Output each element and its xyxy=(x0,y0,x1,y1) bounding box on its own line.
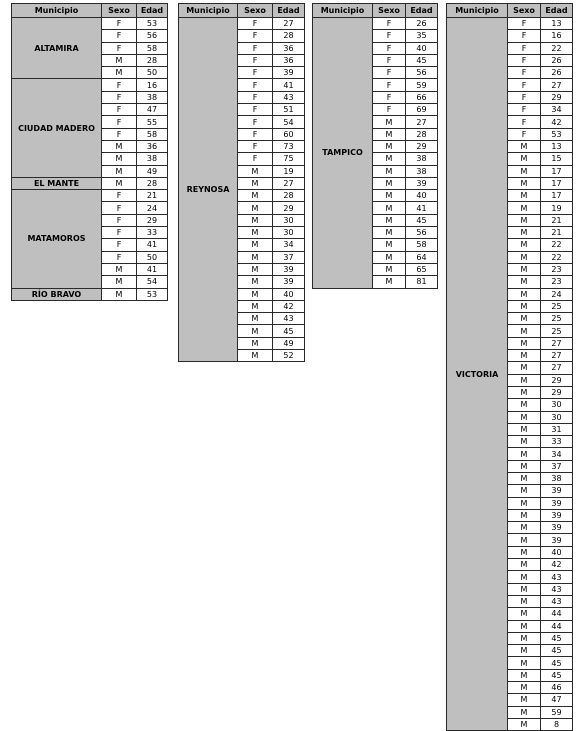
municipio-cell: CIUDAD MADERO xyxy=(12,79,102,177)
sexo-cell: F xyxy=(102,91,137,103)
sexo-cell: M xyxy=(238,190,273,202)
sexo-cell: M xyxy=(508,263,541,275)
edad-cell: 26 xyxy=(541,67,573,79)
table-row xyxy=(447,18,573,30)
sexo-cell: M xyxy=(508,239,541,251)
sexo-cell: M xyxy=(238,239,273,251)
sexo-cell: M xyxy=(238,202,273,214)
edad-cell: 46 xyxy=(541,682,573,694)
table-row xyxy=(12,177,168,189)
sexo-cell: M xyxy=(102,165,137,177)
sexo-cell: M xyxy=(102,288,137,300)
edad-cell: 41 xyxy=(406,202,438,214)
sexo-cell: M xyxy=(238,288,273,300)
sexo-cell: M xyxy=(508,657,541,669)
edad-cell: 28 xyxy=(273,30,305,42)
edad-cell: 29 xyxy=(273,202,305,214)
edad-cell: 42 xyxy=(541,116,573,128)
edad-cell: 27 xyxy=(541,362,573,374)
sexo-cell: M xyxy=(238,263,273,275)
sexo-cell: F xyxy=(373,104,406,116)
sexo-cell: F xyxy=(238,42,273,54)
sexo-cell: M xyxy=(508,571,541,583)
edad-cell: 45 xyxy=(541,657,573,669)
sexo-cell: M xyxy=(238,350,273,362)
data-table-4 xyxy=(446,3,573,731)
sexo-cell: F xyxy=(102,104,137,116)
edad-cell: 56 xyxy=(137,30,168,42)
sexo-cell: F xyxy=(508,91,541,103)
edad-cell: 60 xyxy=(273,128,305,140)
sexo-cell: M xyxy=(238,177,273,189)
sexo-cell: M xyxy=(238,214,273,226)
sexo-cell: M xyxy=(102,67,137,79)
sexo-cell: M xyxy=(373,140,406,152)
edad-cell: 33 xyxy=(541,436,573,448)
edad-cell: 43 xyxy=(273,313,305,325)
sexo-cell: M xyxy=(373,227,406,239)
sexo-cell: M xyxy=(508,153,541,165)
table-row xyxy=(12,79,168,91)
edad-cell: 53 xyxy=(137,18,168,30)
edad-cell: 16 xyxy=(137,79,168,91)
header-sexo: Sexo xyxy=(373,4,406,18)
edad-cell: 39 xyxy=(406,177,438,189)
sexo-cell: F xyxy=(102,190,137,202)
sexo-cell: F xyxy=(238,116,273,128)
edad-cell: 44 xyxy=(541,620,573,632)
edad-cell: 54 xyxy=(273,116,305,128)
sexo-cell: M xyxy=(508,632,541,644)
sexo-cell: M xyxy=(373,153,406,165)
table-row xyxy=(313,18,438,30)
header-sexo: Sexo xyxy=(238,4,273,18)
edad-cell: 64 xyxy=(406,251,438,263)
edad-cell: 43 xyxy=(273,91,305,103)
edad-cell: 28 xyxy=(137,177,168,189)
sexo-cell: F xyxy=(238,54,273,66)
edad-cell: 13 xyxy=(541,140,573,152)
edad-cell: 39 xyxy=(541,497,573,509)
edad-cell: 22 xyxy=(541,239,573,251)
edad-cell: 27 xyxy=(541,350,573,362)
sexo-cell: F xyxy=(102,42,137,54)
sexo-cell: M xyxy=(508,669,541,681)
sexo-cell: F xyxy=(373,54,406,66)
header-edad: Edad xyxy=(541,4,573,18)
sexo-cell: M xyxy=(508,423,541,435)
sexo-cell: M xyxy=(238,337,273,349)
municipio-cell: EL MANTE xyxy=(12,177,102,189)
edad-cell: 27 xyxy=(406,116,438,128)
sexo-cell: M xyxy=(508,497,541,509)
edad-cell: 29 xyxy=(406,140,438,152)
municipio-cell: RÍO BRAVO xyxy=(12,288,102,300)
sexo-cell: F xyxy=(508,42,541,54)
sexo-cell: M xyxy=(238,300,273,312)
data-table-3 xyxy=(312,3,438,289)
edad-cell: 49 xyxy=(273,337,305,349)
sexo-cell: M xyxy=(508,436,541,448)
sexo-cell: M xyxy=(508,350,541,362)
sexo-cell: M xyxy=(508,509,541,521)
edad-cell: 65 xyxy=(406,263,438,275)
sexo-cell: M xyxy=(508,276,541,288)
edad-cell: 28 xyxy=(406,128,438,140)
edad-cell: 58 xyxy=(137,42,168,54)
edad-cell: 31 xyxy=(541,423,573,435)
data-table-1 xyxy=(11,3,168,301)
sexo-cell: F xyxy=(508,79,541,91)
sexo-cell: M xyxy=(508,313,541,325)
sexo-cell: M xyxy=(508,583,541,595)
sexo-cell: F xyxy=(102,30,137,42)
table-body xyxy=(12,18,168,301)
edad-cell: 41 xyxy=(137,239,168,251)
sexo-cell: M xyxy=(508,694,541,706)
edad-cell: 25 xyxy=(541,325,573,337)
edad-cell: 29 xyxy=(541,374,573,386)
sexo-cell: M xyxy=(102,153,137,165)
edad-cell: 66 xyxy=(406,91,438,103)
sexo-cell: F xyxy=(238,104,273,116)
sexo-cell: M xyxy=(373,116,406,128)
edad-cell: 52 xyxy=(273,350,305,362)
sexo-cell: M xyxy=(508,362,541,374)
edad-cell: 56 xyxy=(406,67,438,79)
sexo-cell: M xyxy=(508,411,541,423)
header-edad: Edad xyxy=(137,4,168,18)
sexo-cell: M xyxy=(102,276,137,288)
sexo-cell: M xyxy=(373,239,406,251)
edad-cell: 50 xyxy=(137,67,168,79)
header-edad: Edad xyxy=(406,4,438,18)
sexo-cell: M xyxy=(508,227,541,239)
edad-cell: 23 xyxy=(541,263,573,275)
edad-cell: 17 xyxy=(541,190,573,202)
edad-cell: 25 xyxy=(541,313,573,325)
sexo-cell: F xyxy=(238,79,273,91)
edad-cell: 16 xyxy=(541,30,573,42)
edad-cell: 21 xyxy=(541,227,573,239)
edad-cell: 13 xyxy=(541,18,573,30)
edad-cell: 43 xyxy=(541,571,573,583)
sexo-cell: M xyxy=(508,485,541,497)
sexo-cell: M xyxy=(508,460,541,472)
edad-cell: 47 xyxy=(137,104,168,116)
edad-cell: 21 xyxy=(137,190,168,202)
sexo-cell: M xyxy=(373,202,406,214)
edad-cell: 58 xyxy=(137,128,168,140)
header-sexo: Sexo xyxy=(508,4,541,18)
edad-cell: 27 xyxy=(541,79,573,91)
sexo-cell: M xyxy=(102,263,137,275)
edad-cell: 45 xyxy=(406,54,438,66)
edad-cell: 37 xyxy=(541,460,573,472)
edad-cell: 45 xyxy=(406,214,438,226)
edad-cell: 45 xyxy=(541,632,573,644)
edad-cell: 55 xyxy=(137,116,168,128)
edad-cell: 38 xyxy=(406,165,438,177)
sexo-cell: M xyxy=(373,276,406,288)
edad-cell: 40 xyxy=(273,288,305,300)
edad-cell: 15 xyxy=(541,153,573,165)
sexo-cell: M xyxy=(508,620,541,632)
sexo-cell: F xyxy=(238,91,273,103)
sexo-cell: M xyxy=(508,522,541,534)
edad-cell: 39 xyxy=(541,534,573,546)
sexo-cell: M xyxy=(373,190,406,202)
sexo-cell: M xyxy=(373,165,406,177)
edad-cell: 25 xyxy=(541,300,573,312)
edad-cell: 26 xyxy=(406,18,438,30)
sexo-cell: F xyxy=(102,128,137,140)
edad-cell: 51 xyxy=(273,104,305,116)
table-row xyxy=(179,18,305,30)
edad-cell: 28 xyxy=(137,54,168,66)
edad-cell: 39 xyxy=(541,522,573,534)
sexo-cell: F xyxy=(508,67,541,79)
edad-cell: 53 xyxy=(137,288,168,300)
sexo-cell: M xyxy=(102,177,137,189)
edad-cell: 19 xyxy=(273,165,305,177)
edad-cell: 35 xyxy=(406,30,438,42)
sexo-cell: F xyxy=(373,67,406,79)
sexo-cell: M xyxy=(508,300,541,312)
table-body xyxy=(179,18,305,362)
edad-cell: 41 xyxy=(137,263,168,275)
sexo-cell: M xyxy=(508,190,541,202)
sexo-cell: M xyxy=(508,595,541,607)
sexo-cell: F xyxy=(508,18,541,30)
edad-cell: 40 xyxy=(406,42,438,54)
edad-cell: 49 xyxy=(137,165,168,177)
sexo-cell: M xyxy=(373,177,406,189)
edad-cell: 8 xyxy=(541,718,573,730)
edad-cell: 45 xyxy=(273,325,305,337)
sexo-cell: M xyxy=(508,559,541,571)
edad-cell: 36 xyxy=(273,42,305,54)
edad-cell: 34 xyxy=(273,239,305,251)
edad-cell: 29 xyxy=(137,214,168,226)
edad-cell: 54 xyxy=(137,276,168,288)
edad-cell: 45 xyxy=(541,645,573,657)
header-sexo: Sexo xyxy=(102,4,137,18)
sexo-cell: F xyxy=(373,79,406,91)
edad-cell: 69 xyxy=(406,104,438,116)
sexo-cell: F xyxy=(102,214,137,226)
header-municipio: Municipio xyxy=(313,4,373,18)
sexo-cell: F xyxy=(238,128,273,140)
sexo-cell: M xyxy=(508,251,541,263)
sexo-cell: F xyxy=(508,116,541,128)
sexo-cell: M xyxy=(508,448,541,460)
edad-cell: 27 xyxy=(273,177,305,189)
edad-cell: 81 xyxy=(406,276,438,288)
header-municipio: Municipio xyxy=(179,4,238,18)
sexo-cell: M xyxy=(373,214,406,226)
sexo-cell: M xyxy=(373,263,406,275)
edad-cell: 44 xyxy=(541,608,573,620)
edad-cell: 37 xyxy=(273,251,305,263)
sexo-cell: F xyxy=(102,116,137,128)
sexo-cell: F xyxy=(373,30,406,42)
header-municipio: Municipio xyxy=(447,4,508,18)
edad-cell: 43 xyxy=(541,583,573,595)
data-table-2 xyxy=(178,3,305,362)
edad-cell: 59 xyxy=(541,706,573,718)
edad-cell: 19 xyxy=(541,202,573,214)
sexo-cell: M xyxy=(238,165,273,177)
edad-cell: 38 xyxy=(541,472,573,484)
sexo-cell: F xyxy=(508,104,541,116)
sexo-cell: F xyxy=(373,42,406,54)
sexo-cell: M xyxy=(508,165,541,177)
edad-cell: 33 xyxy=(137,227,168,239)
edad-cell: 30 xyxy=(273,214,305,226)
sexo-cell: M xyxy=(508,546,541,558)
edad-cell: 30 xyxy=(273,227,305,239)
sexo-cell: F xyxy=(238,153,273,165)
sexo-cell: F xyxy=(238,30,273,42)
sexo-cell: F xyxy=(508,54,541,66)
edad-cell: 40 xyxy=(406,190,438,202)
edad-cell: 28 xyxy=(273,190,305,202)
sexo-cell: F xyxy=(102,202,137,214)
edad-cell: 39 xyxy=(541,509,573,521)
sexo-cell: M xyxy=(373,128,406,140)
edad-cell: 42 xyxy=(273,300,305,312)
edad-cell: 34 xyxy=(541,104,573,116)
municipio-cell: ALTAMIRA xyxy=(12,18,102,79)
sexo-cell: F xyxy=(508,30,541,42)
edad-cell: 73 xyxy=(273,140,305,152)
municipio-cell: VICTORIA xyxy=(447,18,508,731)
sexo-cell: M xyxy=(508,645,541,657)
sexo-cell: M xyxy=(508,202,541,214)
sexo-cell: F xyxy=(102,227,137,239)
table-body xyxy=(313,18,438,289)
table-row xyxy=(12,190,168,202)
edad-cell: 30 xyxy=(541,399,573,411)
municipio-cell: MATAMOROS xyxy=(12,190,102,288)
edad-cell: 34 xyxy=(541,448,573,460)
edad-cell: 17 xyxy=(541,177,573,189)
edad-cell: 59 xyxy=(406,79,438,91)
edad-cell: 23 xyxy=(541,276,573,288)
sexo-cell: F xyxy=(238,67,273,79)
edad-cell: 38 xyxy=(406,153,438,165)
sexo-cell: F xyxy=(102,79,137,91)
sexo-cell: F xyxy=(102,18,137,30)
edad-cell: 22 xyxy=(541,42,573,54)
edad-cell: 24 xyxy=(541,288,573,300)
sexo-cell: M xyxy=(508,374,541,386)
edad-cell: 43 xyxy=(541,595,573,607)
edad-cell: 56 xyxy=(406,227,438,239)
edad-cell: 36 xyxy=(137,140,168,152)
sexo-cell: M xyxy=(508,140,541,152)
edad-cell: 75 xyxy=(273,153,305,165)
edad-cell: 50 xyxy=(137,251,168,263)
sexo-cell: M xyxy=(238,325,273,337)
edad-cell: 39 xyxy=(273,263,305,275)
edad-cell: 26 xyxy=(541,54,573,66)
sexo-cell: F xyxy=(508,128,541,140)
edad-cell: 40 xyxy=(541,546,573,558)
edad-cell: 27 xyxy=(273,18,305,30)
edad-cell: 38 xyxy=(137,153,168,165)
sexo-cell: M xyxy=(102,54,137,66)
municipio-cell: REYNOSA xyxy=(179,18,238,362)
edad-cell: 29 xyxy=(541,386,573,398)
sexo-cell: F xyxy=(238,18,273,30)
sexo-cell: M xyxy=(508,682,541,694)
table-row xyxy=(12,18,168,30)
edad-cell: 39 xyxy=(273,67,305,79)
sexo-cell: M xyxy=(508,472,541,484)
edad-cell: 27 xyxy=(541,337,573,349)
sexo-cell: M xyxy=(238,227,273,239)
sexo-cell: F xyxy=(102,239,137,251)
sexo-cell: F xyxy=(373,18,406,30)
table-body xyxy=(447,18,573,731)
sexo-cell: M xyxy=(508,386,541,398)
edad-cell: 21 xyxy=(541,214,573,226)
edad-cell: 47 xyxy=(541,694,573,706)
municipio-cell: TAMPICO xyxy=(313,18,373,289)
sexo-cell: M xyxy=(373,251,406,263)
sexo-cell: F xyxy=(102,251,137,263)
table-row xyxy=(12,288,168,300)
edad-cell: 53 xyxy=(541,128,573,140)
edad-cell: 36 xyxy=(273,54,305,66)
edad-cell: 45 xyxy=(541,669,573,681)
edad-cell: 22 xyxy=(541,251,573,263)
sexo-cell: F xyxy=(373,91,406,103)
edad-cell: 29 xyxy=(541,91,573,103)
sexo-cell: M xyxy=(238,251,273,263)
header-municipio: Municipio xyxy=(12,4,102,18)
edad-cell: 41 xyxy=(273,79,305,91)
sexo-cell: M xyxy=(508,288,541,300)
edad-cell: 30 xyxy=(541,411,573,423)
sexo-cell: M xyxy=(508,608,541,620)
sexo-cell: M xyxy=(508,325,541,337)
edad-cell: 38 xyxy=(137,91,168,103)
sexo-cell: M xyxy=(102,140,137,152)
sexo-cell: M xyxy=(238,313,273,325)
header-edad: Edad xyxy=(273,4,305,18)
sexo-cell: M xyxy=(508,534,541,546)
sexo-cell: M xyxy=(238,276,273,288)
sexo-cell: M xyxy=(508,177,541,189)
sexo-cell: M xyxy=(508,337,541,349)
sexo-cell: M xyxy=(508,706,541,718)
sexo-cell: M xyxy=(508,718,541,730)
sexo-cell: M xyxy=(508,214,541,226)
edad-cell: 42 xyxy=(541,559,573,571)
edad-cell: 39 xyxy=(273,276,305,288)
sexo-cell: M xyxy=(508,399,541,411)
edad-cell: 17 xyxy=(541,165,573,177)
edad-cell: 39 xyxy=(541,485,573,497)
edad-cell: 24 xyxy=(137,202,168,214)
sexo-cell: F xyxy=(238,140,273,152)
edad-cell: 58 xyxy=(406,239,438,251)
